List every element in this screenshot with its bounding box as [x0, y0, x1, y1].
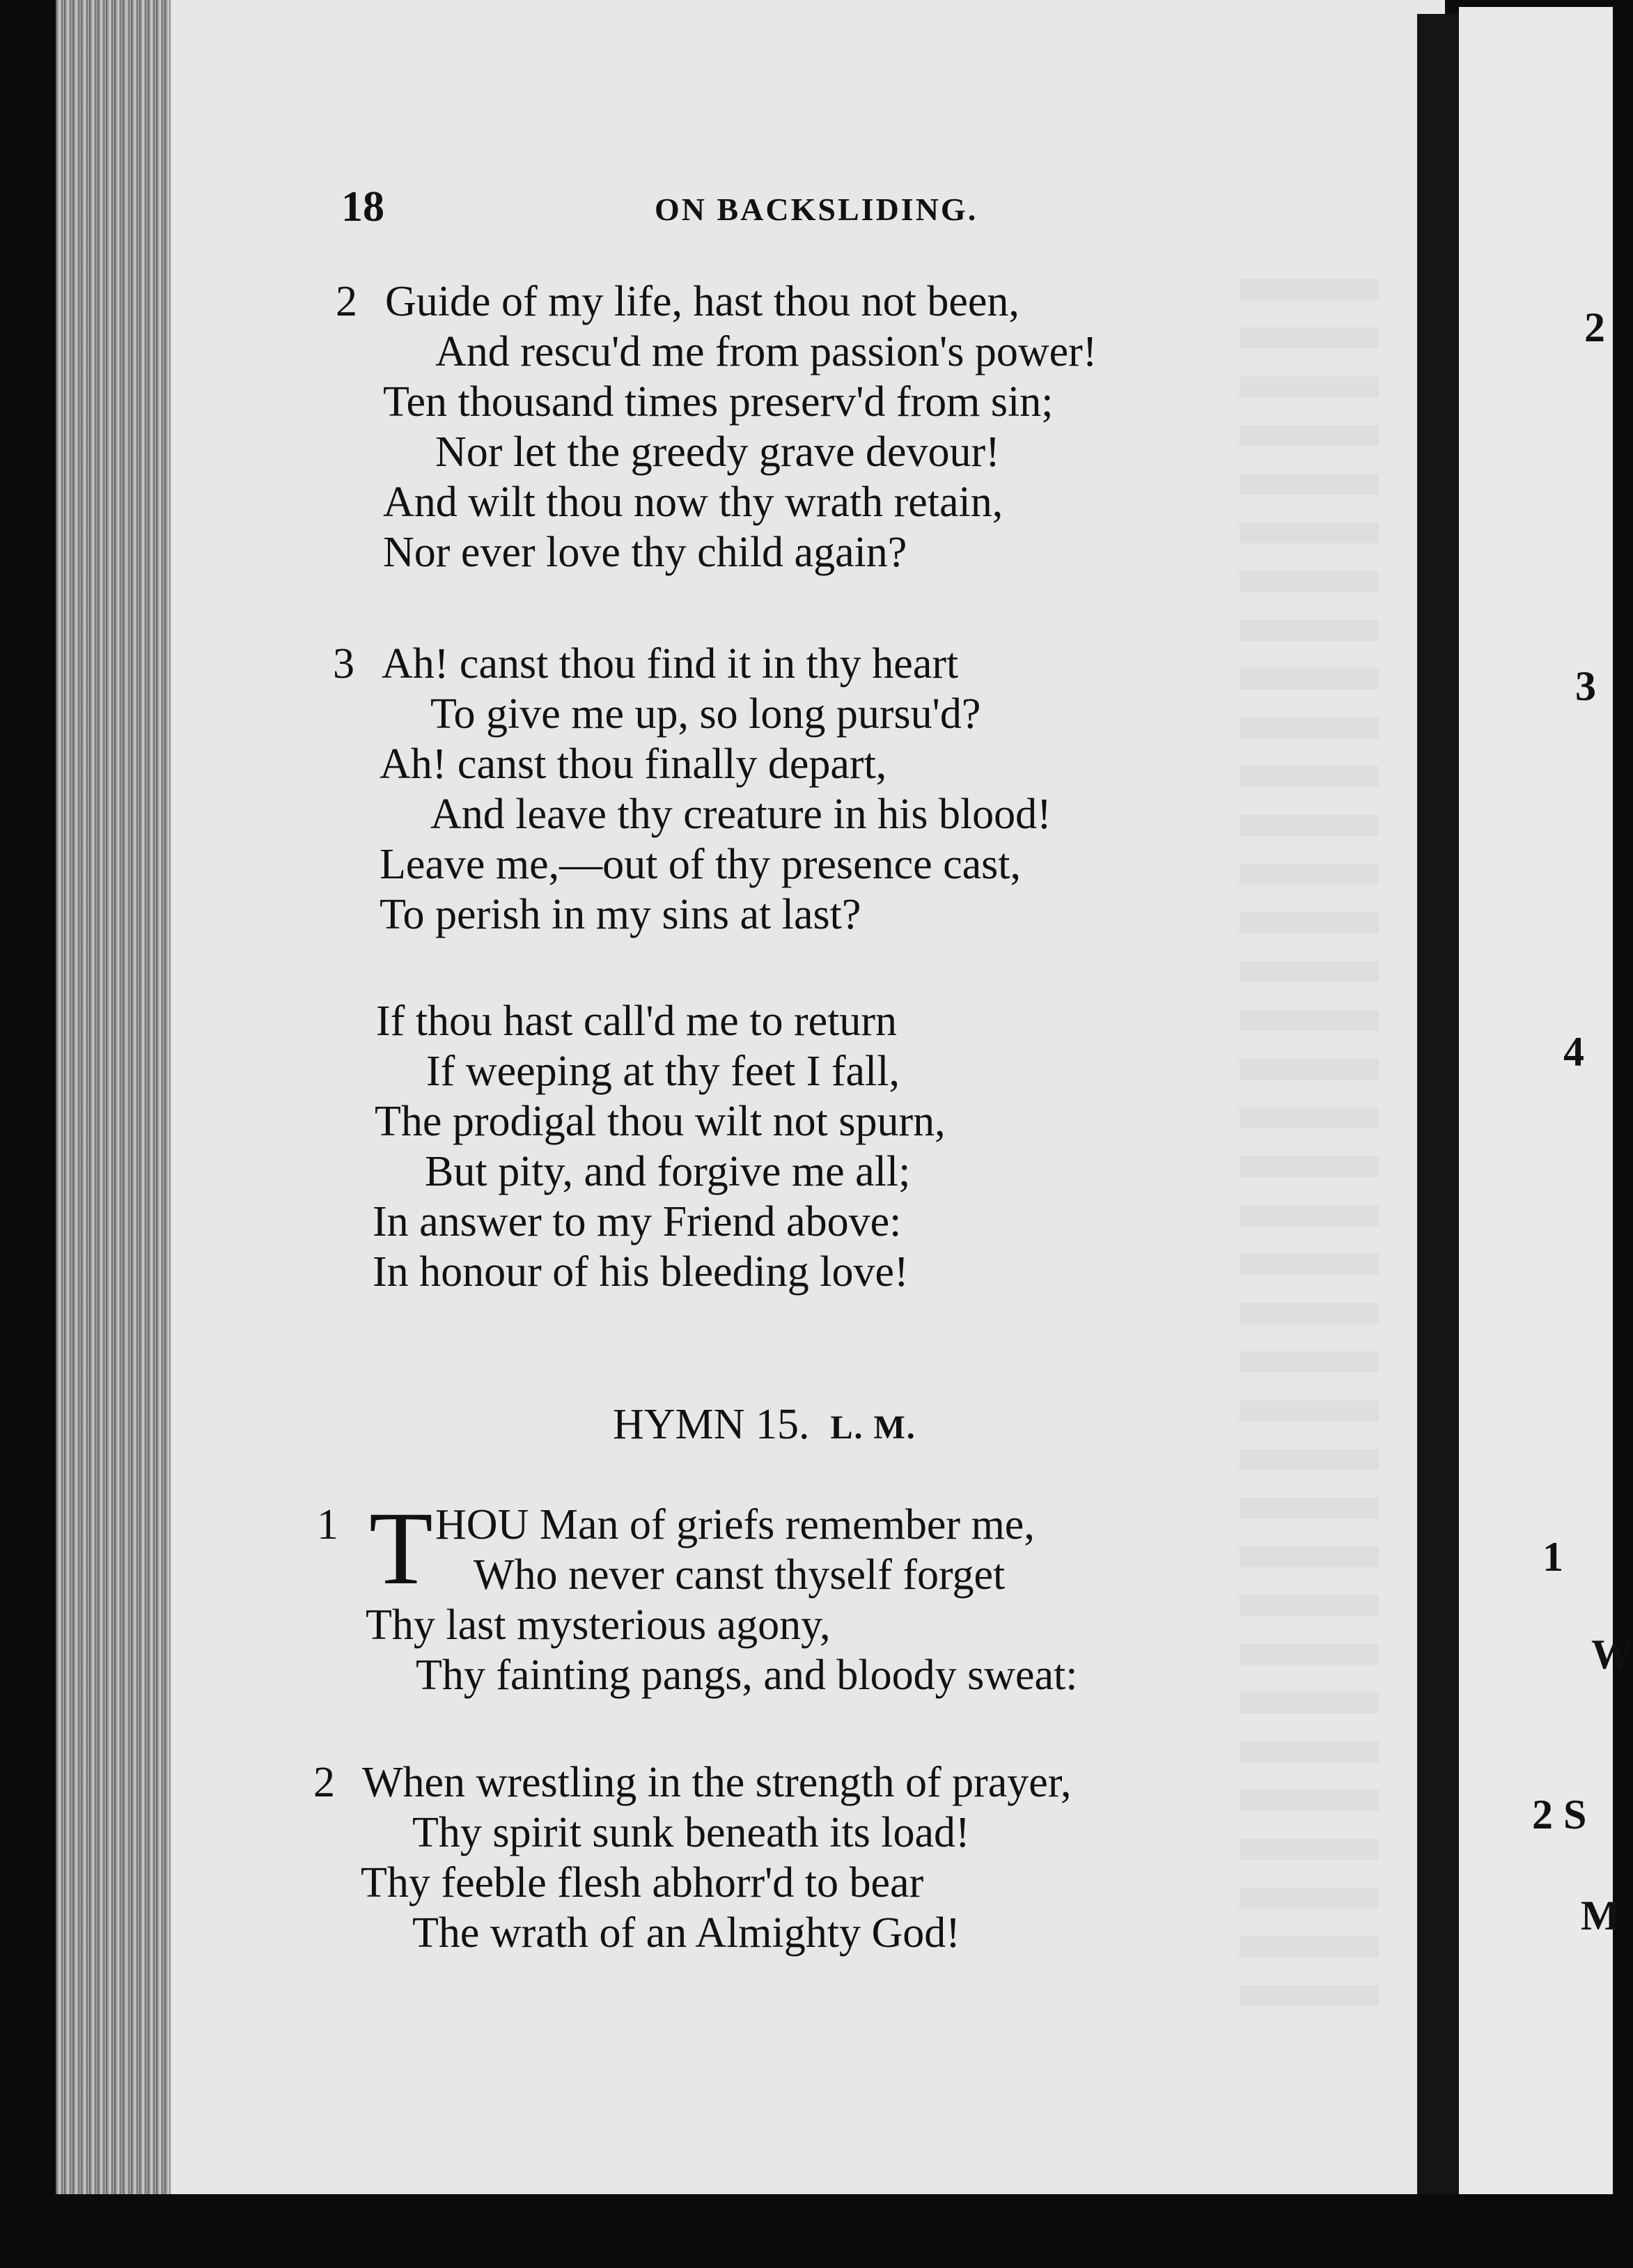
facing-page-fragment: 1: [1542, 1534, 1563, 1580]
facing-page-fragment: 2 S: [1532, 1792, 1587, 1838]
hymn-title: HYMN 15.: [613, 1401, 810, 1448]
facing-page-fragment: 3: [1575, 663, 1596, 709]
running-title: ON BACKSLIDING.: [655, 192, 978, 227]
verse-line: And wilt thou now thy wrath retain,: [383, 479, 1003, 526]
book-binding: [56, 0, 171, 2194]
verse-line: But pity, and forgive me all;: [425, 1148, 911, 1195]
verse-line: Thy last mysterious agony,: [366, 1601, 831, 1649]
verse-line: Who never canst thyself forget: [474, 1551, 1006, 1599]
stanza-number: 1: [317, 1501, 338, 1548]
drop-cap: T: [369, 1491, 433, 1606]
verse-line: HOU Man of griefs remember me,: [435, 1501, 1035, 1548]
page-number: 18: [341, 183, 384, 231]
hymn-meter: L. M.: [830, 1409, 916, 1446]
hymn-heading: [613, 1400, 916, 1450]
verse-line: When wrestling in the strength of prayer,: [362, 1759, 1072, 1806]
verse-line: Thy spirit sunk beneath its load!: [412, 1809, 970, 1856]
facing-page-fragment: 2: [1584, 304, 1605, 350]
verse-line: And leave thy creature in his blood!: [430, 791, 1052, 838]
verse-line: Leave me,—out of thy presence cast,: [380, 841, 1022, 888]
verse-line: Ten thousand times preserv'd from sin;: [383, 378, 1054, 426]
verse-line: In honour of his bleeding love!: [373, 1248, 909, 1296]
verse-line: If weeping at thy feet I fall,: [426, 1048, 900, 1095]
verse-line: Ah! canst thou find it in thy heart: [382, 640, 959, 688]
page-header: [341, 182, 1247, 238]
verse-line: Nor ever love thy child again?: [383, 529, 907, 576]
verse-line: To perish in my sins at last?: [380, 891, 861, 938]
facing-page-fragment: 4: [1563, 1029, 1584, 1075]
stanza-number: 2: [336, 278, 357, 325]
stanza-number: 2: [313, 1759, 335, 1806]
verse-line: Thy feeble flesh abhorr'd to bear: [361, 1859, 924, 1906]
show-through: [1240, 279, 1379, 2020]
verse-line: Thy fainting pangs, and bloody sweat:: [416, 1652, 1078, 1699]
verse-line: To give me up, so long pursu'd?: [430, 690, 981, 738]
bottom-shadow: [0, 2194, 1613, 2268]
verse-line: The wrath of an Almighty God!: [412, 1909, 960, 1957]
verse-line: Nor let the greedy grave devour!: [435, 428, 1000, 476]
verse-line: The prodigal thou wilt not spurn,: [375, 1098, 946, 1145]
verse-line: And rescu'd me from passion's power!: [435, 328, 1097, 375]
verse-line: Ah! canst thou finally depart,: [380, 740, 887, 788]
verse-line: If thou hast call'd me to return: [376, 997, 898, 1045]
page-gutter: [1417, 14, 1459, 2194]
verse-line: Guide of my life, hast thou not been,: [385, 278, 1019, 325]
facing-page-fragment: W: [1591, 1631, 1633, 1677]
facing-page-fragment: M: [1581, 1893, 1620, 1939]
stanza-number: 3: [333, 640, 354, 688]
verse-line: In answer to my Friend above:: [373, 1198, 902, 1245]
